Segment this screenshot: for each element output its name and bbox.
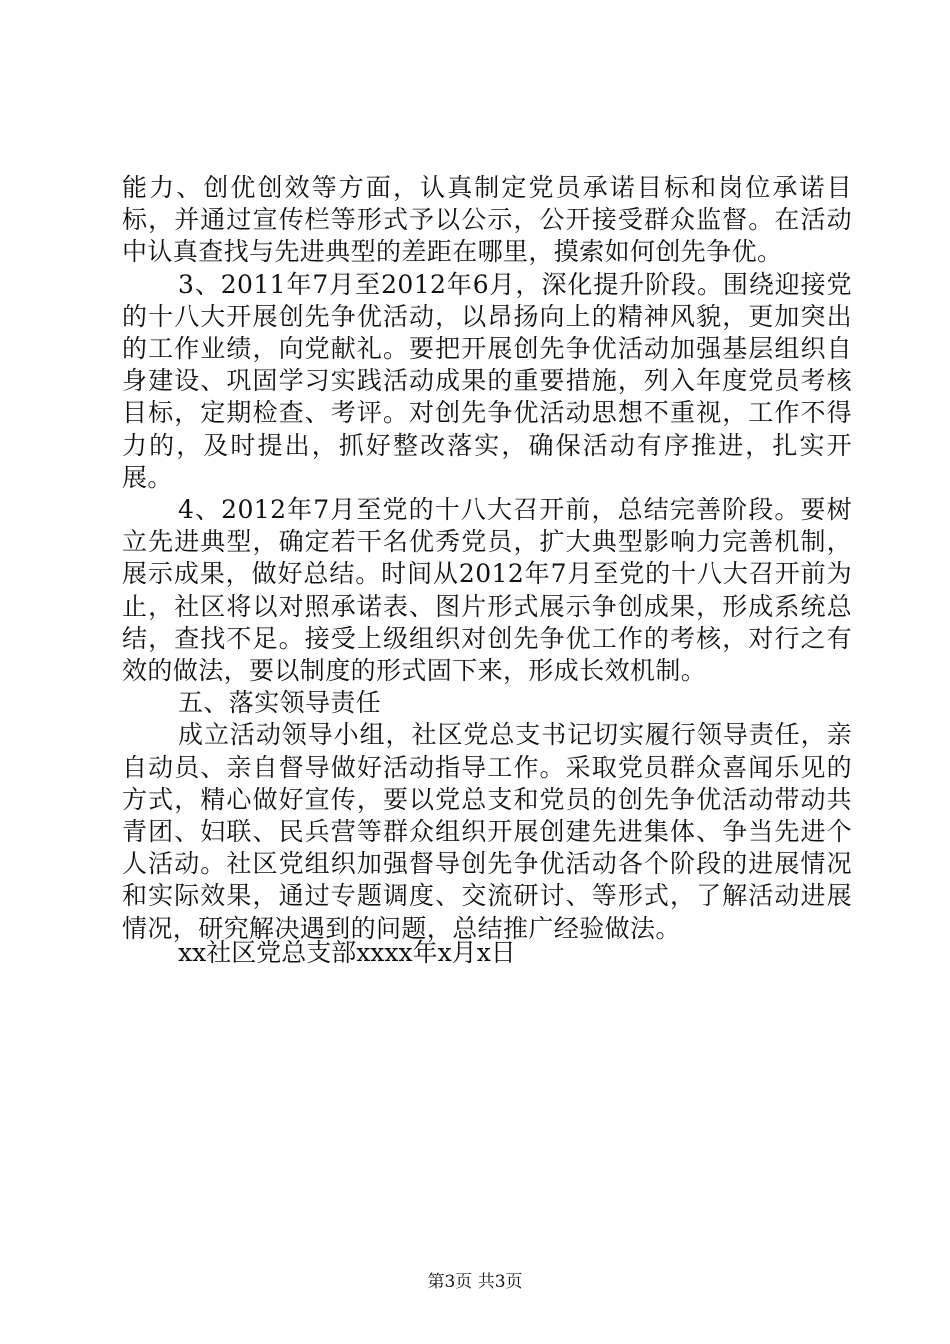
- signature-line: xx社区党总支部xxxx年x月x日: [178, 938, 516, 967]
- paragraph-stage-4: 4、2012年7月至党的十八大召开前，总结完善阶段。要树立先进典型，确定若干名优秀党员，扩大典型影响力完善机制，展示成果，做好总结。时间从2012年7月至党的十八大召开前为止，社区将以对照承诺表、图片形式展示争创成果，形成系统总结，查找不足。接受上级组织对创先争优工作的考核，对行之有效的做法，要以制度的形式固下来，形成长效机制。: [122, 495, 852, 686]
- page-footer: 第3页 共3页: [427, 1272, 523, 1292]
- paragraph-stage-3: 3、2011年7月至2012年6月，深化提升阶段。围绕迎接党的十八大开展创先争优活动，以昂扬向上的精神风貌，更加突出的工作业绩，向党献礼。要把开展创先争优活动加强基层组织自身建设、巩固学习实践活动成果的重要措施，列入年度党员考核目标，定期检查、考评。对创先争优活动思想不重视，工作不得力的，及时提出，抓好整改落实，确保活动有序推进，扎实开展。: [122, 269, 852, 492]
- paragraph-continuation: 能力、创优创效等方面，认真制定党员承诺目标和岗位承诺目标，并通过宣传栏等形式予以公示，公开接受群众监督。在活动中认真查找与先进典型的差距在哪里，摸索如何创先争优。: [122, 173, 852, 267]
- document-body: [122, 172, 852, 945]
- section-heading-leadership: 五、落实领导责任: [178, 688, 382, 718]
- paragraph-leadership: 成立活动领导小组，社区党总支书记切实履行领导责任，亲自动员、亲自督导做好活动指导工作。采取党员群众喜闻乐见的方式，精心做好宣传，要以党总支和党员的创先争优活动带动共青团、妇联、民兵营等群众组织开展创建先进集体、争当先进个人活动。社区党组织加强督导创先争优活动各个阶段的进展情况和实际效果，通过专题调度、交流研讨、等形式，了解活动进展情况，研究解决遇到的问题，总结推广经验做法。: [122, 720, 852, 943]
